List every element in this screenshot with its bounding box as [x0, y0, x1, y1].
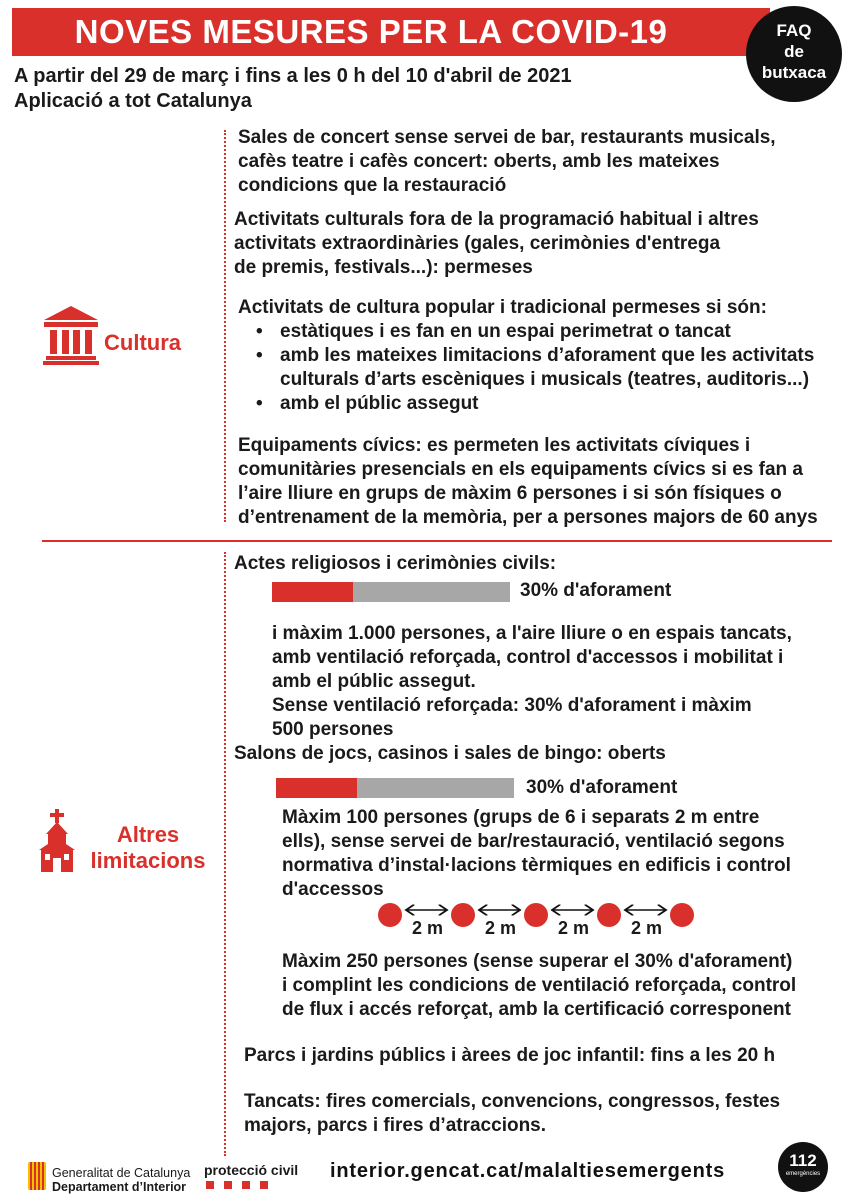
page-title: NOVES MESURES PER LA COVID-19	[74, 13, 668, 50]
proteccio-civil-squares-icon	[206, 1180, 268, 1190]
date-line: A partir del 29 de març i fins a les 0 h del 10 d'abril de 2021	[14, 65, 572, 87]
section-divider	[42, 540, 832, 542]
text-line: d'accessos	[282, 879, 384, 900]
text-line: Equipaments cívics: es permeten les activitats cíviques i	[238, 435, 751, 456]
text-line: condicions que la restauració	[238, 175, 507, 196]
label-line: Altres	[116, 822, 180, 847]
text-line: normativa d’instal·lacions tèrmiques en edificis i control	[282, 855, 791, 876]
bullet-text: culturals d’arts escèniques i musicals (teatres, auditoris...)	[280, 369, 810, 390]
religiosos-text	[272, 622, 792, 742]
tancats-text	[244, 1090, 780, 1138]
text-line: activitats extraordinàries (gales, cerimònies d'entrega	[234, 233, 721, 254]
distance-label: 2 m	[412, 918, 444, 938]
subtitle	[14, 64, 572, 114]
text-line: Tancats: fires comercials, convencions, congressos, festes	[244, 1091, 781, 1112]
list-item	[254, 344, 814, 392]
text-line: Departament d’Interior	[52, 1180, 187, 1194]
list-item	[254, 392, 814, 416]
person-dot	[670, 903, 694, 927]
capacity-bar	[272, 582, 510, 602]
capacity-bar-fill	[276, 778, 357, 798]
capacity-label: 30% d'aforament	[526, 777, 678, 798]
church-icon	[38, 808, 76, 874]
text-line: Sense ventilació reforçada: 30% d'aforament i màxim	[272, 695, 752, 716]
bullet-list	[254, 320, 814, 416]
jocs-text	[282, 806, 791, 902]
emergency-112-badge	[778, 1142, 828, 1192]
faq-line: FAQ	[776, 21, 812, 40]
list-item	[254, 320, 814, 344]
vertical-divider	[224, 552, 226, 1156]
person-dot	[524, 903, 548, 927]
person-dot	[378, 903, 402, 927]
cultura-civics-text	[238, 434, 818, 530]
cultura-activitats-text	[234, 208, 759, 280]
bullet-text: amb el públic assegut	[280, 393, 479, 414]
section-label-altres	[86, 822, 210, 874]
footer-url-link[interactable]: interior.gencat.cat/malaltiesemergents	[330, 1160, 725, 1182]
distance-label: 2 m	[631, 918, 663, 938]
text-line: cafès teatre i cafès concert: oberts, amb les mateixes	[238, 151, 720, 172]
gencat-logo-icon	[28, 1162, 46, 1190]
title-banner	[12, 8, 770, 56]
text-line: Màxim 100 persones (grups de 6 i separats 2 m entre	[282, 807, 760, 828]
parcs-text: Parcs i jardins públics i àrees de joc infantil: fins a les 20 h	[244, 1045, 776, 1066]
person-dot	[451, 903, 475, 927]
text-line: de premis, festivals...): permeses	[234, 257, 533, 278]
distance-label: 2 m	[558, 918, 590, 938]
text-line: comunitàries presencials en els equipaments cívics si es fan a	[238, 459, 803, 480]
faq-line: de	[784, 42, 804, 61]
label-line: limitacions	[90, 848, 206, 873]
vertical-divider	[224, 130, 226, 522]
text-line: Màxim 250 persones (sense superar el 30% d'aforament)	[282, 951, 793, 972]
gencat-logo-text	[52, 1166, 190, 1194]
faq-line: butxaca	[761, 63, 827, 82]
jocs-title: Salons de jocs, casinos i sales de bingo: oberts	[234, 743, 666, 764]
religiosos-title: Actes religiosos i cerimònies civils:	[234, 553, 557, 574]
text-line: Generalitat de Catalunya	[52, 1166, 191, 1180]
capacity-label: 30% d'aforament	[520, 580, 672, 601]
text-line: 500 persones	[272, 719, 394, 740]
text-line: i màxim 1.000 persones, a l'aire lliure o en espais tancats,	[272, 623, 792, 644]
badge-sub: emergències	[785, 1171, 821, 1177]
capacity-bar	[276, 778, 514, 798]
bullet-text: amb les mateixes limitacions d’aforament que les activitats	[280, 345, 815, 366]
text-line: de flux i accés reforçat, amb la certificació corresponent	[282, 999, 791, 1020]
cultura-concert-text	[238, 126, 776, 198]
bullet-text: estàtiques i es fan en un espai perimetrat o tancat	[280, 321, 731, 342]
text-line: d’entrenament de la memòria, per a persones majors de 60 anys	[238, 507, 818, 528]
capacity-bar-fill	[272, 582, 353, 602]
text-line: amb el públic assegut.	[272, 671, 476, 692]
text-line: ells), sense servei de bar/restauració, ventilació segons	[282, 831, 785, 852]
scope-line: Aplicació a tot Catalunya	[14, 90, 252, 112]
text-line: majors, parcs i fires d’atraccions.	[244, 1115, 547, 1136]
cultura-popular-text	[238, 296, 814, 416]
text-line: i complint les condicions de ventilació reforçada, control	[282, 975, 797, 996]
text-line: Activitats de cultura popular i tradicional permeses si són:	[238, 297, 767, 318]
text-line: amb ventilació reforçada, control d'accessos i mobilitat i	[272, 647, 784, 668]
section-label-cultura: Cultura	[104, 330, 181, 355]
distance-label: 2 m	[485, 918, 517, 938]
text-line: Activitats culturals fora de la programació habitual i altres	[234, 209, 759, 230]
proteccio-civil-logo: protecció civil	[204, 1162, 299, 1178]
faq-badge	[746, 6, 842, 102]
text-line: l’aire lliure en grups de màxim 6 persones i si són físiques o	[238, 483, 782, 504]
museum-icon	[42, 304, 100, 366]
badge-number: 112	[789, 1151, 817, 1170]
max250-text	[282, 950, 796, 1022]
person-dot	[597, 903, 621, 927]
text-line: Sales de concert sense servei de bar, restaurants musicals,	[238, 127, 776, 148]
